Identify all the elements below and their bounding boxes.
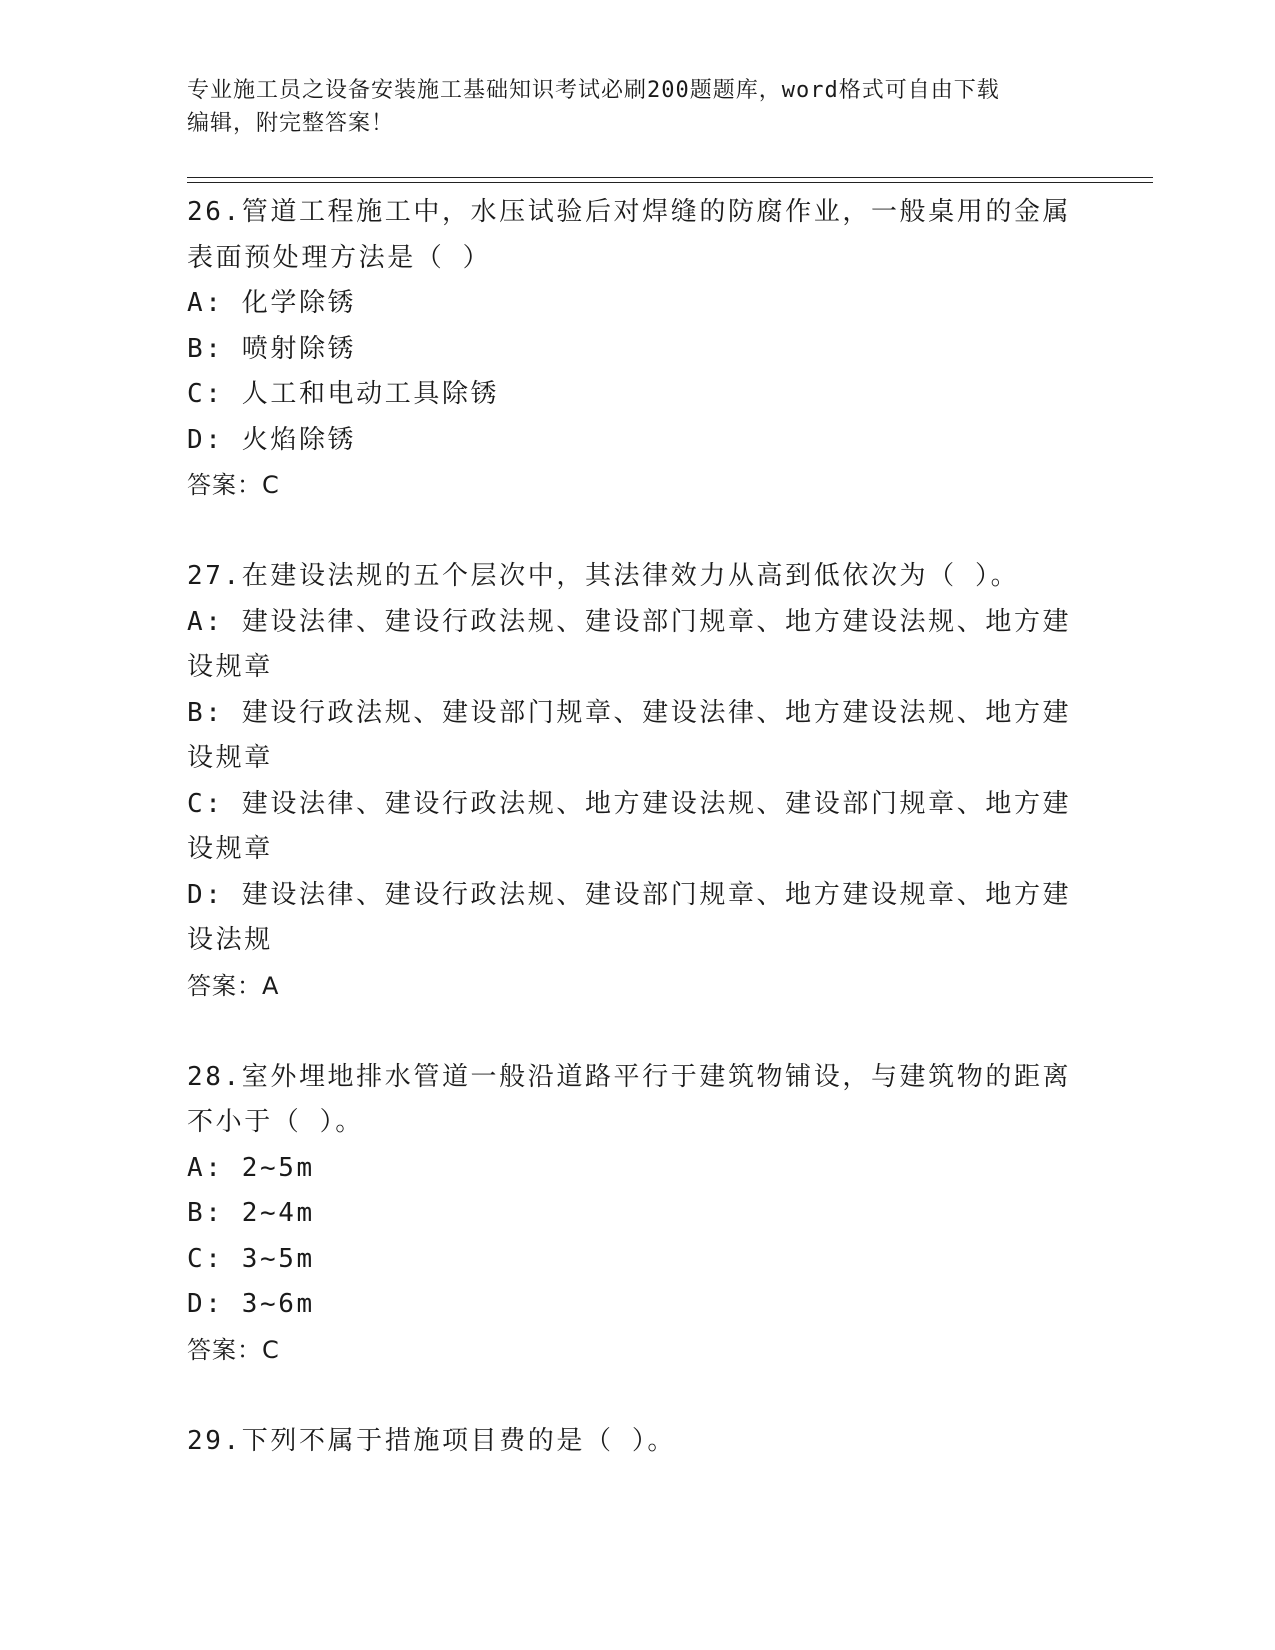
question-stem-line: 28.室外埋地排水管道一般沿道路平行于建筑物铺设，与建筑物的距离 xyxy=(187,1061,1072,1092)
option-c: C: 人工和电动工具除锈 xyxy=(187,379,500,409)
header-divider-bottom xyxy=(187,182,1153,183)
header-line-2: 编辑，附完整答案！ xyxy=(187,111,395,136)
question-27 xyxy=(187,554,1072,1009)
header-line-1: 专业施工员之设备安装施工基础知识考试必刷200题题库，word格式可自由下载 xyxy=(187,78,1000,103)
question-stem-line: 表面预处理方法是（ ） xyxy=(187,242,492,273)
question-26 xyxy=(187,190,1072,509)
option-b-continued: 设规章 xyxy=(187,743,273,773)
option-a: A: 化学除锈 xyxy=(187,288,357,318)
question-spacer xyxy=(187,1373,1067,1419)
answer-label: 答案：C xyxy=(187,1335,280,1364)
question-list xyxy=(187,190,1072,1464)
option-d: D: 建设法律、建设行政法规、建设部门规章、地方建设规章、地方建 xyxy=(187,879,1072,910)
option-c-continued: 设规章 xyxy=(187,834,273,864)
option-a: A: 建设法律、建设行政法规、建设部门规章、地方建设法规、地方建 xyxy=(187,606,1072,637)
question-29 xyxy=(187,1419,1067,1465)
option-b: B: 2~4m xyxy=(187,1198,315,1228)
question-spacer xyxy=(187,1009,1067,1055)
option-a: A: 2~5m xyxy=(187,1152,315,1183)
document-header xyxy=(187,74,1067,140)
question-stem-line: 26.管道工程施工中，水压试验后对焊缝的防腐作业，一般桌用的金属 xyxy=(187,197,1072,227)
option-c: C: 3~5m xyxy=(187,1243,315,1274)
answer-label: 答案：A xyxy=(187,971,280,1000)
option-c: C: 建设法律、建设行政法规、地方建设法规、建设部门规章、地方建 xyxy=(187,788,1072,819)
option-d-continued: 设法规 xyxy=(187,925,273,955)
option-b: B: 建设行政法规、建设部门规章、建设法律、地方建设法规、地方建 xyxy=(187,697,1072,728)
option-d: D: 火焰除锈 xyxy=(187,424,357,455)
option-a-continued: 设规章 xyxy=(187,652,273,682)
header-divider-top xyxy=(187,177,1153,178)
option-b: B: 喷射除锈 xyxy=(187,333,357,364)
answer-label: 答案：C xyxy=(187,471,280,499)
question-28 xyxy=(187,1055,1072,1374)
question-stem-line: 27.在建设法规的五个层次中，其法律效力从高到低依次为（ ）。 xyxy=(187,561,1020,591)
option-d: D: 3~6m xyxy=(187,1289,315,1319)
question-stem-line: 29.下列不属于措施项目费的是（ ）。 xyxy=(187,1425,677,1456)
question-spacer xyxy=(187,509,1067,555)
question-stem-line: 不小于（ ）。 xyxy=(187,1107,364,1137)
